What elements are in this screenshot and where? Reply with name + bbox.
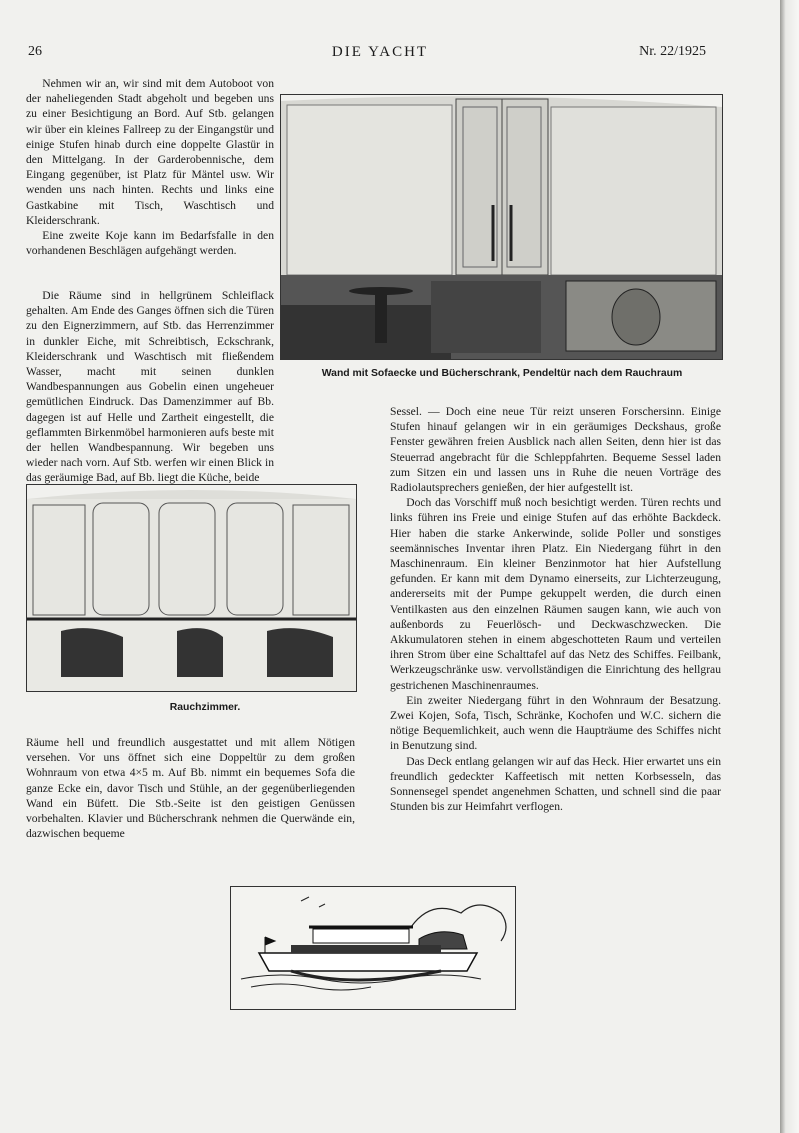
- left-column-bottom: [26, 735, 355, 841]
- paragraph: Eine zweite Koje kann im Bedarfsfalle in den vorhandenen Beschlägen aufgehängt werden.: [26, 229, 274, 258]
- caption-salon-wall: Wand mit Sofaecke und Bücherschrank, Pendeltür nach dem Rauchraum: [321, 368, 683, 379]
- illustration-smoking-room: [26, 484, 357, 692]
- issue-number: Nr. 22/1925: [639, 44, 706, 59]
- left-column-top: [26, 76, 274, 258]
- left-column-mid: [26, 288, 274, 486]
- paragraph: Nehmen wir an, wir sind mit dem Autoboot von der naheliegenden Stadt abgeholt und begeben uns zu einer Besichtigung an Bord. Auf Stb. gelangen wir über ein kleines Fallreep zu der Eingangstür und einige Stufen hinab durch eine doppelte Glastür in den Mittelgang. In der Garderobennische, dem Eingang gegenüber, ist Platz für Mäntel usw. Wir wenden uns nach hinten. Rechts und links eine Gastkabine mit Tisch, Waschtisch und Kleiderschrank.: [26, 77, 274, 227]
- paragraph: Sessel. — Doch eine neue Tür reizt unseren Forschersinn. Einige Stufen hinauf gelangen wir in ein geräumiges Deckshaus, große Fenster gewähren freien Ausblick nach allen Seiten, denn hier ist das Steuerrad angebracht für die Schleppfahrten. Bequeme Sessel laden zum Sitzen ein und lassen uns in Ruhe die neuen Vorträge des Radiolautsprechers genießen, der hier aufgestellt ist.: [390, 405, 721, 495]
- caption-smoking-room: Rauchzimmer.: [169, 702, 241, 713]
- illustration-salon-wall: [280, 94, 723, 360]
- page-number: 26: [28, 44, 42, 59]
- journal-title: DIE YACHT: [331, 44, 429, 60]
- paragraph: Das Deck entlang gelangen wir auf das Heck. Hier erwartet uns ein freundlich gedeckter Kaffeetisch mit netten Korbsesseln, das Sonnensegel spendet angenehmen Schatten, und schnell sind die paar Stunden bis zur Heimfahrt verflogen.: [390, 754, 721, 814]
- paragraph: Die Räume sind in hellgrünem Schleiflack gehalten. Am Ende des Ganges öffnen sich die Türen zu den Eignerzimmern, auf Stb. das Herrenzimmer in dunkler Eiche, mit Schreibtisch, Eckschrank, Kleiderschrank und Waschtisch mit fließendem Wasser, macht mit seinen dunklen Wandbespannungen aus Gobelin einen ungeheuer gemütlichen Eindruck. Das Damenzimmer auf Bb. dagegen ist auf Helle und Zartheit eingestellt, die geflammten Birkenmöbel harmonieren aufs beste mit der hellen Wandbespannung. Wir begeben uns wieder nach vorn. Auf Stb. werfen wir einen Blick in das geräumige Bad, auf Bb. liegt die Küche, beide: [26, 289, 274, 485]
- smoking-room-drawing: [27, 485, 356, 691]
- salon-wall-drawing: [281, 95, 722, 359]
- illustration-motor-yacht: [230, 886, 516, 1010]
- motor-yacht-drawing: [231, 887, 515, 1009]
- paragraph: Doch das Vorschiff muß noch besichtigt werden. Türen rechts und links führen ins Freie und einige Stufen auf das erhöhte Backdeck. Hier haben die starke Ankerwinde, solide Poller und sonstiges seemännisches Inventar ihren Platz. Ein Niedergang führt in den Maschinenraum. Ein kleiner Benzinmotor hat hier Aufstellung gefunden. Er kann mit dem Dynamo einerseits, zur Lichterzeugung, andererseits mit der Pumpe gekuppelt werden, die durch einen Ventilkasten aus den einzelnen Räumen saugen kann, wie auch von außenbords zu Feuerlösch- und Deckwaschzwecken. Die Akkumulatoren stehen in einem abgeschotteten Raum und verteilen ihren Strom über eine Schalttafel auf das Netz des Schiffes. Feilbank, Werkzeugschränke usw. vervollständigen die Einrichtung des hellgrau gestrichenen Maschinenraumes.: [390, 496, 721, 692]
- right-column: [390, 404, 721, 814]
- paragraph: Ein zweiter Niedergang führt in den Wohnraum der Besatzung. Zwei Kojen, Sofa, Tisch, Schränke, Kochofen und W.C. sichern die nötige Bequemlichkeit, auch wenn die Haupträume des Schiffes nicht in Benutzung sind.: [390, 693, 721, 753]
- page-edge-shadow: [780, 0, 799, 1133]
- paragraph: Räume hell und freundlich ausgestattet und mit allem Nötigen versehen. Vor uns öffnet sich eine Doppeltür zu dem großen Wohnraum von etwa 4×5 m. Auf Bb. nimmt ein bequemes Sofa die ganze Ecke ein, davor Tisch und Stühle, an der gegenüberliegenden Wand ein Büfett. Die Stb.-Seite ist den geistigen Genüssen vorbehalten. Klavier und Bücherschrank nehmen die Querwände ein, dazwischen bequeme: [26, 736, 355, 841]
